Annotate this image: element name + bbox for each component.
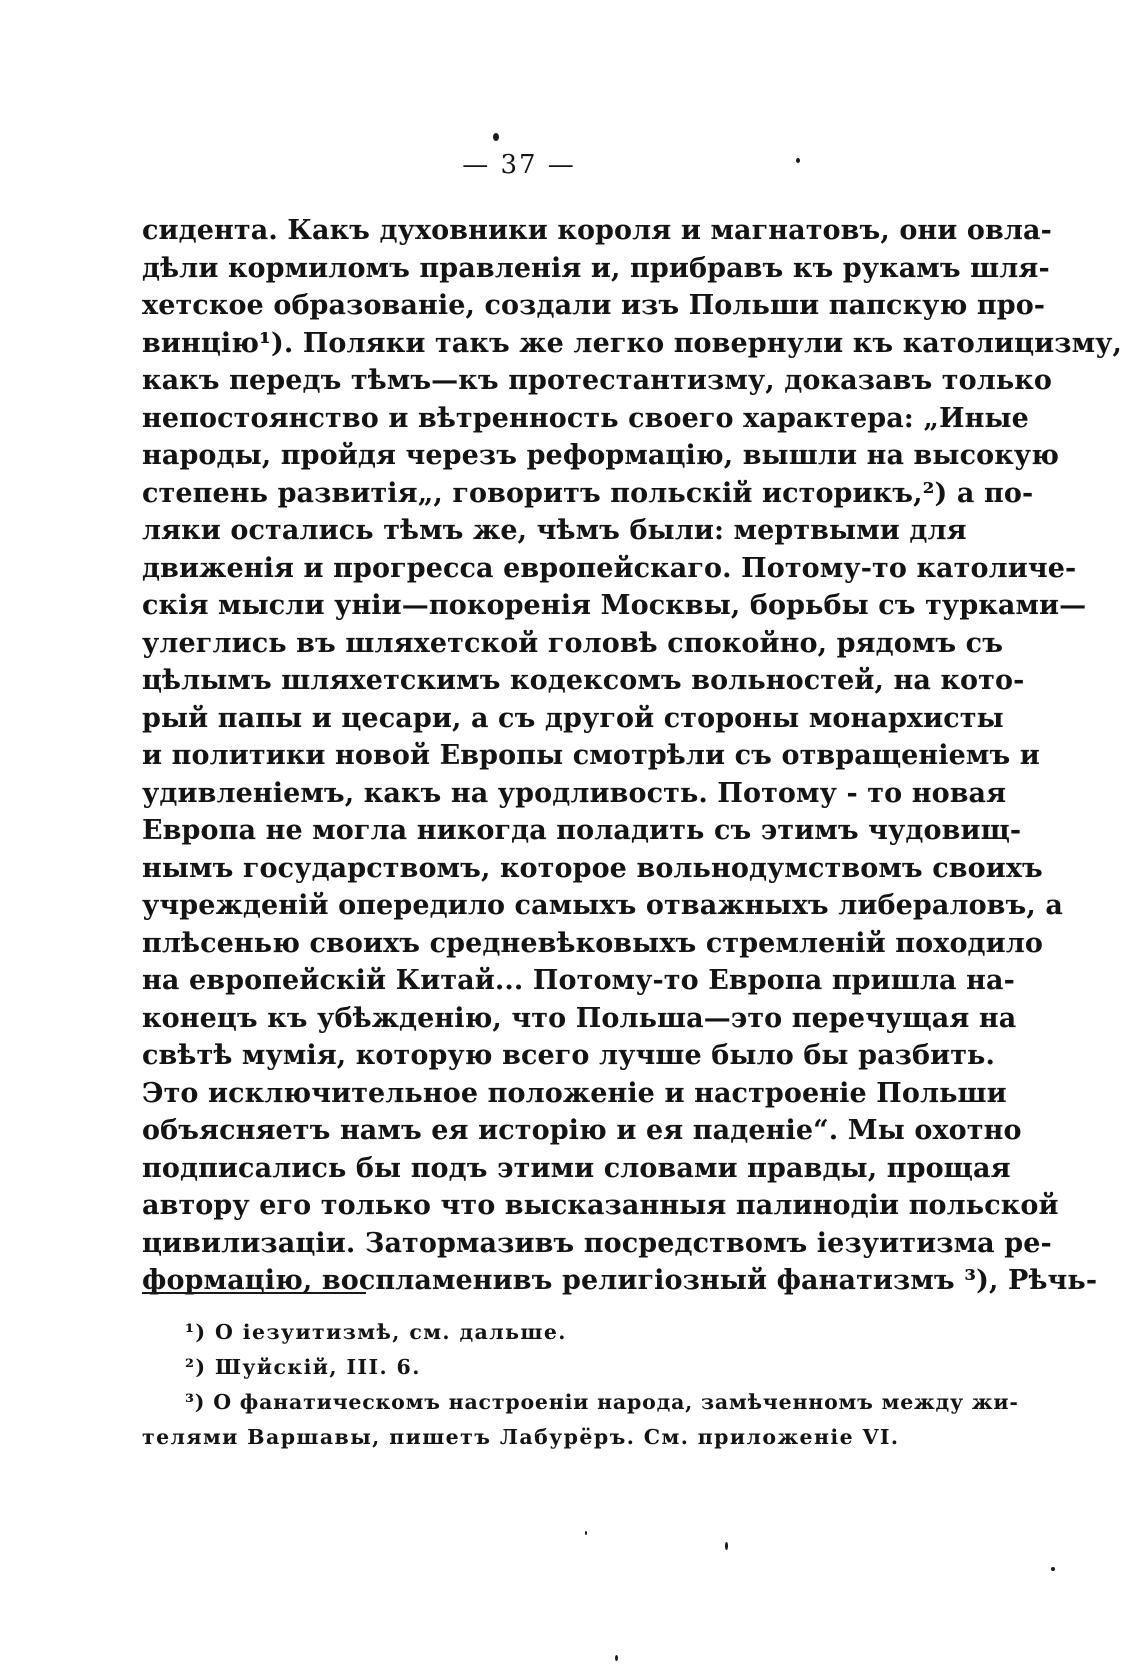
text-line: плѣсенью своихъ средневѣковыхъ стремленій походило (142, 927, 1044, 959)
text-line: Европа не могла никогда поладить съ этимъ чудовищ- (142, 815, 1022, 846)
text-line: улеглись въ шляхетской головѣ спокойно, рядомъ съ (142, 627, 1004, 659)
text-line: непостоянство и вѣтренность своего характера: „Иные (142, 402, 1029, 434)
scan-speck (585, 1531, 587, 1535)
text-line: скія мысли уніи—покоренія Москвы, борьбы съ турками— (142, 590, 1087, 621)
footnote-continuation: телями Варшавы, пишетъ Лабурёръ. См. приложеніе VI. (142, 1425, 900, 1449)
text-line: винцію¹). Поляки такъ же легко повернули къ католицизму, (142, 327, 1123, 359)
text-line: цѣлымъ шляхетскимъ кодексомъ вольностей, на кото- (142, 665, 1025, 696)
scan-speck (615, 1655, 618, 1661)
scan-speck (493, 133, 499, 141)
text-line: движенія и прогресса европейскаго. Потому-то католиче- (142, 552, 1077, 584)
text-line: степень развитія„, говоритъ польскій историкъ,²) а по- (142, 477, 1034, 509)
text-line: цивилизаціи. Затормазивъ посредствомъ іезуитизма ре- (142, 1227, 1052, 1259)
footnote: ¹) О іезуитизмѣ, см. дальше. (185, 1320, 567, 1344)
text-line: рый папы и цесари, а съ другой стороны монархисты (142, 702, 1004, 734)
text-line: формацію, воспламенивъ религіозный фанатизмъ ³), Рѣчь- (142, 1265, 1098, 1296)
scan-speck (725, 1542, 728, 1550)
body-text (142, 212, 1123, 1300)
text-line: подписались бы подъ этими словами правды, прощая (142, 1152, 1011, 1184)
text-line: удивленіемъ, какъ на уродливость. Потому - то новая (142, 777, 1007, 809)
text-line: автору его только что высказанныя палинодіи польской (142, 1190, 1059, 1221)
scan-speck (796, 158, 800, 163)
text-line: конецъ къ убѣжденію, что Польша—это перечущая на (142, 1002, 1017, 1034)
text-line: нымъ государствомъ, которое вольнодумствомъ своихъ (142, 852, 1043, 884)
footnote: ²) Шуйскій, III. 6. (185, 1355, 421, 1379)
text-line: дѣли кормиломъ правленія и, прибравъ къ рукамъ шля- (142, 252, 1050, 284)
footnote-divider (142, 1292, 366, 1294)
footnotes (142, 1315, 1019, 1455)
text-line: и политики новой Европы смотрѣли съ отвращеніемъ и (142, 740, 1040, 771)
text-line: свѣтѣ мумія, которую всего лучше было бы разбить. (142, 1040, 995, 1071)
text-line: какъ передъ тѣмъ—къ протестантизму, доказавъ только (142, 365, 1053, 396)
text-line: ляки остались тѣмъ же, чѣмъ были: мертвыми для (142, 515, 967, 546)
text-line: Это исключительное положеніе и настроеніе Польши (142, 1077, 1007, 1109)
text-line: объясняетъ намъ ея исторію и ея паденіе“. Мы охотно (142, 1115, 1022, 1146)
footnote: ³) О фанатическомъ настроеніи народа, замѣченномъ между жи- (185, 1390, 1019, 1414)
text-line: сидента. Какъ духовники короля и магнатовъ, они овла- (142, 215, 1052, 246)
scan-speck (1051, 1567, 1055, 1571)
text-line: на европейскій Китай... Потому-то Европа пришла на- (142, 965, 1015, 996)
text-line: народы, пройдя черезъ реформацію, вышли на высокую (142, 440, 1060, 471)
text-line: учрежденій опередило самыхъ отважныхъ либераловъ, а (142, 890, 1063, 921)
text-line: хетское образованіе, создали изъ Польши папскую про- (142, 290, 1046, 321)
page-number: — 37 — (462, 150, 576, 180)
